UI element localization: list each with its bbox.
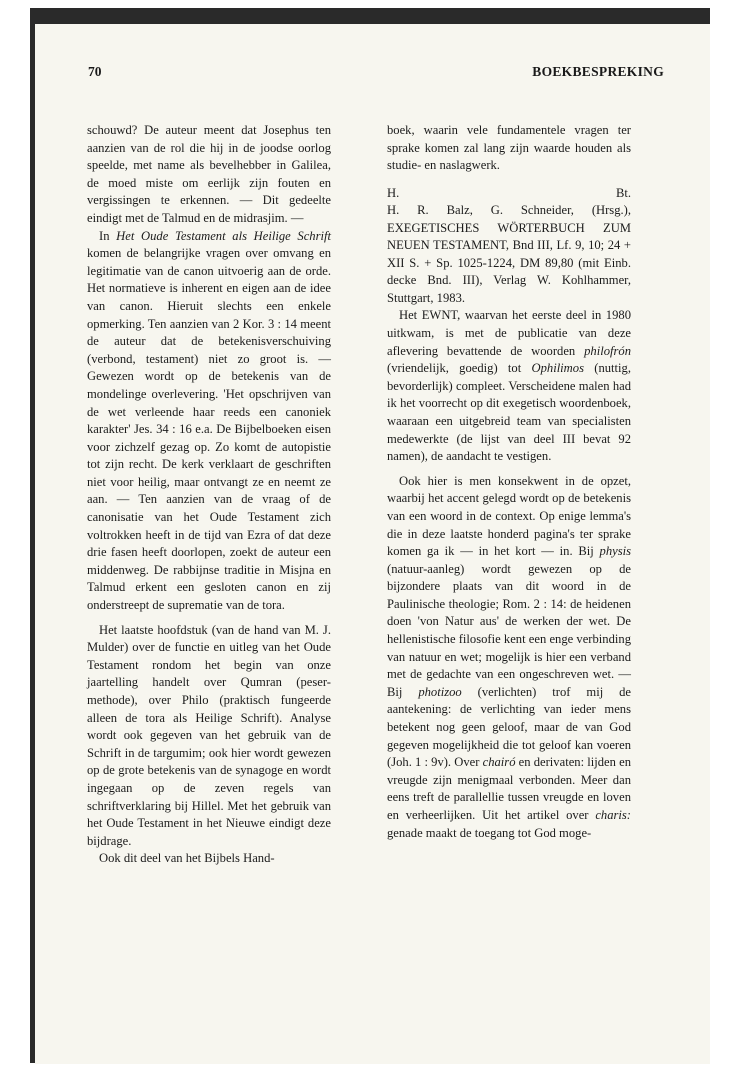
term-ophilimos: Ophilimos [531, 361, 584, 376]
right-p3-text-e: genade maakt de toegang tot God moge- [387, 825, 592, 840]
right-p2-text-c: (nuttig, bevorderlijk) compleet. Verscheidene malen had ik het voorrecht op dit exegetisch woordenboek, waaraan een uitgebreid team van specialisten medewerkte (de lijst van deel III bevat 92 namen), de aandacht te vestigen. [387, 361, 631, 464]
right-paragraph-3 [387, 473, 631, 842]
term-charis: charis: [595, 808, 631, 822]
left-p2-title: Het Oude Testament als Heilige Schrift [116, 228, 331, 243]
term-physis: physis [599, 544, 631, 559]
page-number: 70 [88, 64, 102, 79]
right-p3-text-d: en derivaten: lijden en vreugde zijn menigmaal verbonden. Meer dan eens treft de parallellie tussen vreugde en loven en verheerlijken. Uit het artikel over [387, 755, 631, 822]
term-philofron: philofrón [584, 343, 631, 358]
left-paragraph-4: Ook dit deel van het Bijbels Hand- [99, 851, 275, 866]
running-head: BOEKBESPREKING [532, 64, 664, 79]
term-photizoo: photizoo [418, 684, 462, 699]
right-column [387, 122, 631, 842]
bibliographic-entry [387, 202, 631, 307]
right-paragraph-2 [387, 307, 631, 465]
left-paragraph-3: Het laatste hoofdstuk (van de hand van M. J. Mulder) over de functie en uitleg van het Oude Testament rondom het begin van onze jaartelling handelt over Qumran (peser-methode), over Philo (praktisch fungeerde alleen de tora als Heilige Schrift). Analyse wordt ook gegeven van het gebruik van de Schrift in de targumim; ook hier wordt gewezen op de grote betekenis van de synagoge en wordt ingegaan op de zeven regels van schriftverklaring bij Hillel. Met het gebruik van het Oude Testament in het Nieuwe eindigt deze bijdrage. [87, 622, 331, 848]
review-signoff [387, 185, 631, 203]
left-p2-post: komen de belangrijke vragen over omvang en legitimatie van de canon uitvoerig aan de orde. Het normatieve is inherent en eigen aan de idee van canon. Hieruit slechts een enkele opmerking. Ten aanzien van 2 Kor. 3 : 14 meent de auteur dat de betekenisverschuiving (verbond, testament) niet zo groot is. — Gewezen wordt op de betekenis van de mondelinge overlevering. 'Het opschrijven van de wet verleende haar reeds een canoniek karakter' Jes. 34 : 16 e.a. De Bijbelboeken eisen voor zichzelf gezag op. Zo komt de autopistie tot zijn recht. De kerk verklaart de geschriften niet voor heilig, maar ontvangt ze en neemt ze aan. — Ten aanzien van de vraag of de canonisatie van het Oude Testament zich voltrokken heeft in de tijd van Ezra of dat deze drie fasen heeft doorlopen, zoekt de auteur een middenweg. De rabbijnse traditie in Misjna en Talmud erkent een gesloten canon en zij onderstreept de suprematie van de tora. [87, 246, 331, 613]
page-header [88, 64, 664, 84]
right-p2-text-b: (vriendelijk, goedig) tot [387, 361, 532, 376]
right-p3-text-a: Ook hier is men konsekwent in de opzet, waarbij het accent gelegd wordt op de betekenis van een woord in de context. Op enige lemma's die in deze laatste honderd pagina's ter sprake komen ga ik — in het kort — in. Bij [387, 473, 631, 559]
left-paragraph-1: schouwd? De auteur meent dat Josephus ten aanzien van de rol die hij in de joodse oorlog speelde, met name als bevelhebber in Galilea, de moed miste om eerlijk zijn fouten en vergissingen te erkennen. — Dit gedeelte eindigt met de Talmud en de midrasjim. — [87, 123, 331, 225]
scan-border-top [30, 8, 710, 24]
left-p2-pre: In [99, 228, 117, 243]
bib-authors: H. R. Balz, G. Schneider, (Hrsg.), [387, 203, 631, 218]
left-paragraph-2 [87, 228, 331, 615]
left-column [87, 122, 331, 868]
bib-details: Bnd III, Lf. 9, 10; 24 + XII S. + Sp. 1025-1224, DM 89,80 (mit Einb. decke Bnd. III), Verlag W. Kohlhammer, Stuttgart, 1983. [387, 238, 631, 305]
signoff-reviewer: Bt. [615, 185, 631, 200]
right-paragraph-1: boek, waarin vele fundamentele vragen ter sprake komen zal lang zijn waarde houden als studie- en naslagwerk. [387, 123, 631, 173]
right-p3-text-c: (verlichten) trof mij de aantekening: de verlichting van ieder mens betekent nog geen geloof, maar de van God gegeven mogelijkheid die tot geloof kan voeren (Joh. 1 : 9v). Over [387, 684, 632, 770]
right-p2-text-a: Het EWNT, waarvan het eerste deel in 1980 uitkwam, is met de publicatie van deze aflevering bevattende de woorden [387, 308, 631, 358]
term-chairo: chairó [482, 755, 516, 770]
signoff-initial: H. [387, 185, 400, 200]
bib-title: EXEGETISCHES WÖRTERBUCH ZUM NEUEN TESTAMENT, [387, 220, 631, 253]
right-p3-text-b: (natuur-aanleg) wordt gewezen op de bijzondere plaats van dit woord in de Paulinische theologie; Rom. 2 : 14: de heidenen doen 'von Natur aus' de werken der wet. De hellenistische filosofie kent een enge verbinding van natuur en wet; mogelijk is hier een verband met de gedachte van een ongeschreven wet. — Bij [387, 561, 631, 699]
